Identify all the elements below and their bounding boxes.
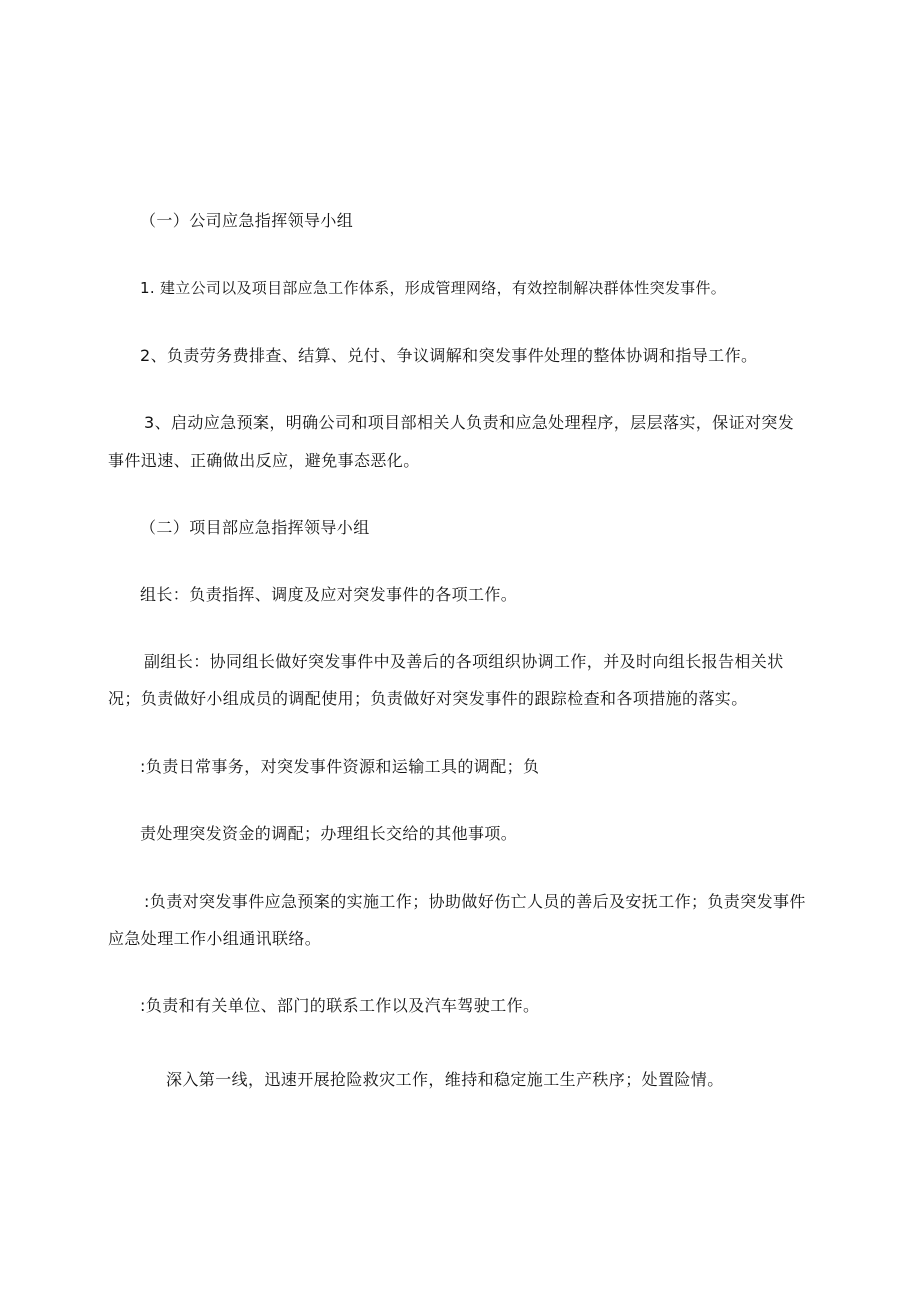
section2-member4: 深入第一线，迅速开展抢险救灾工作，维持和稳定施工生产秩序；处置险情。 bbox=[166, 1070, 724, 1089]
section1-item3-line2: 事件迅速、正确做出反应，避免事态恶化。 bbox=[108, 451, 420, 470]
section2-member2-line2: 应急处理工作小组通讯联络。 bbox=[108, 929, 322, 948]
section2-deputy-line2: 况；负责做好小组成员的调配使用；负责做好对突发事件的跟踪检查和各项措施的落实。 bbox=[108, 689, 748, 708]
section1-item1: 1. 建立公司以及项目部应急工作体系，形成管理网络，有效控制解决群体性突发事件。 bbox=[140, 279, 727, 297]
section1-item3-line1: 3、启动应急预案，明确公司和项目部相关人负责和应急处理程序，层层落实，保证对突发 bbox=[144, 413, 795, 432]
section1-heading: （一）公司应急指挥领导小组 bbox=[140, 211, 354, 230]
section1-item2: 2、负责劳务费排查、结算、兑付、争议调解和突发事件处理的整体协调和指导工作。 bbox=[140, 346, 758, 365]
section2-member3: :负责和有关单位、部门的联系工作以及汽车驾驶工作。 bbox=[140, 996, 540, 1015]
section2-deputy-line1: 副组长：协同组长做好突发事件中及善后的各项组织协调工作，并及时向组长报告相关状 bbox=[144, 652, 784, 671]
section2-heading: （二）项目部应急指挥领导小组 bbox=[140, 518, 370, 537]
section2-member1-line2: 责处理突发资金的调配；办理组长交给的其他事项。 bbox=[140, 824, 518, 843]
section2-member1-line1: :负责日常事务，对突发事件资源和运输工具的调配；负 bbox=[140, 757, 540, 776]
section2-leader: 组长：负责指挥、调度及应对突发事件的各项工作。 bbox=[140, 585, 518, 604]
section2-member2-line1: :负责对突发事件应急预案的实施工作；协助做好伤亡人员的善后及安抚工作；负责突发事件 bbox=[144, 892, 806, 911]
